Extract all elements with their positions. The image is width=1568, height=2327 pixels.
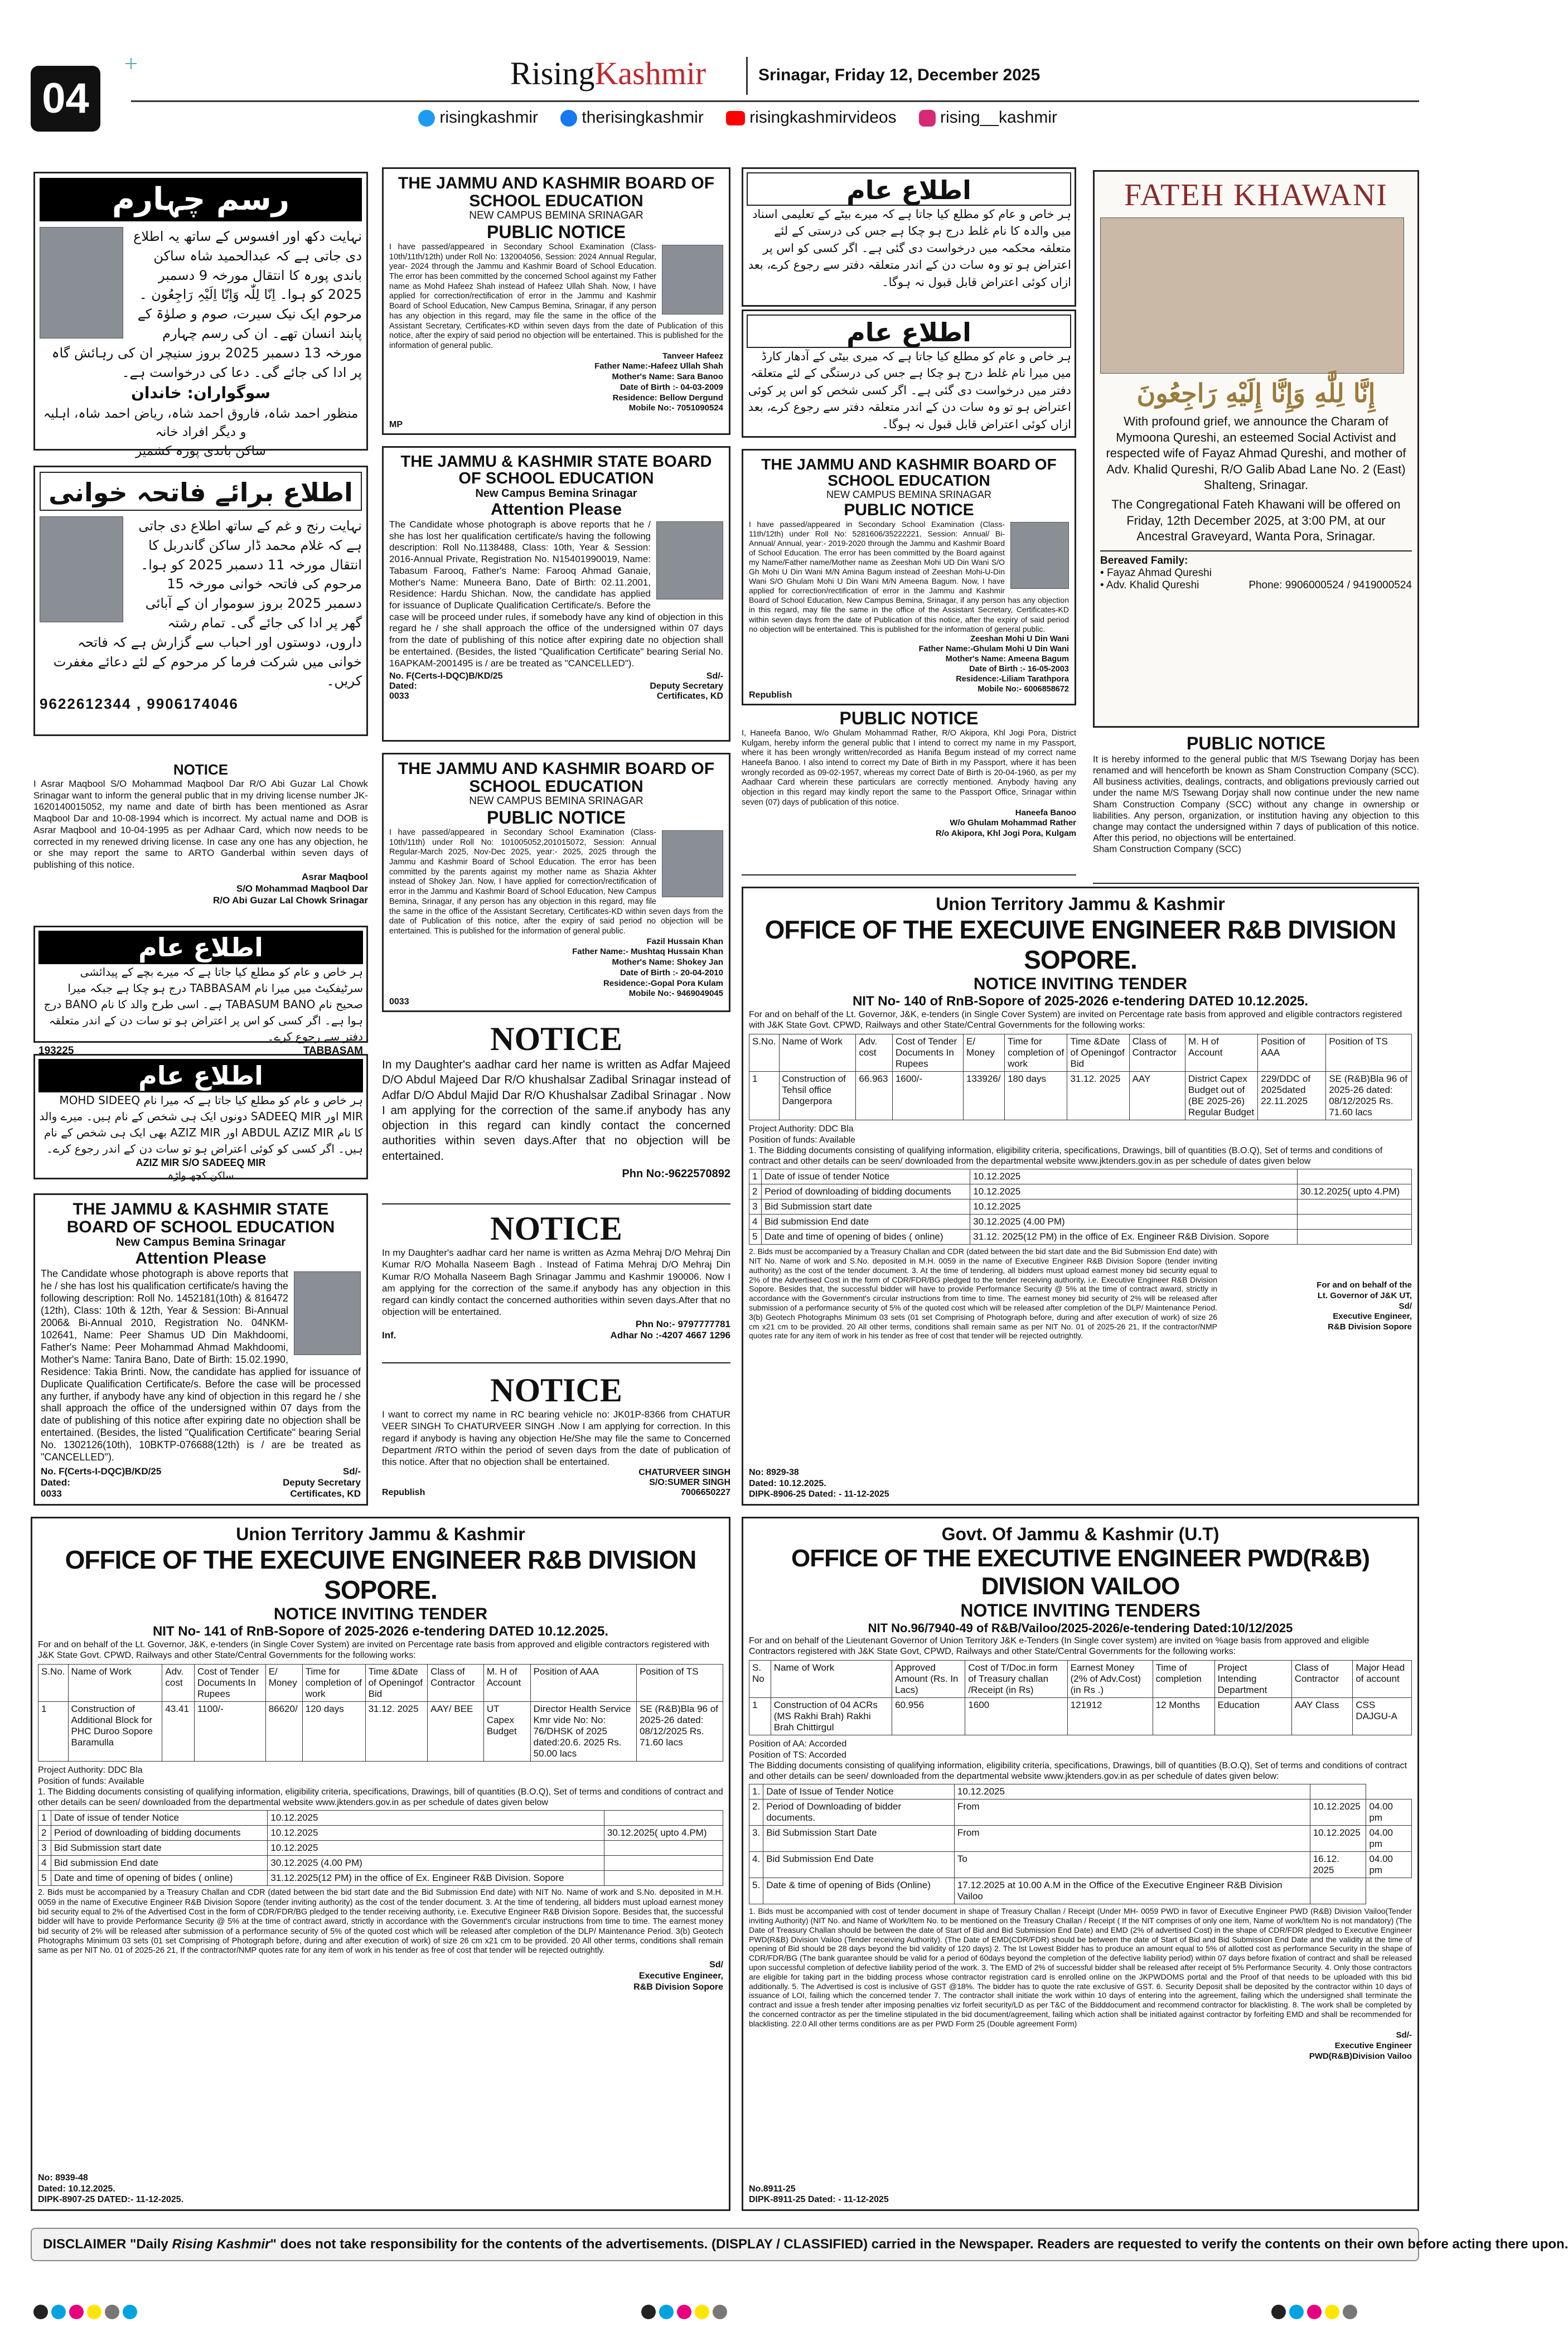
ad-footer: ساکن باندی پورہ کشمیر <box>135 443 266 458</box>
schedule-table <box>749 1169 1412 1245</box>
notice-signature: Asrar Maqbool S/O Mohammad Maqbool Dar R/O Abi Guzar Lal Chowk Srinagar <box>212 871 368 906</box>
table-header-cell: Time &Date of Openingof Bid <box>1067 1034 1129 1072</box>
dateline: Srinagar, Friday 12, December 2025 <box>758 66 1041 84</box>
table-header-cell: Cost of Tender Documents In Rupees <box>194 1665 265 1702</box>
color-registration-marks-center <box>641 2305 727 2319</box>
table-cell: Date of Issue of Tender Notice <box>763 1784 955 1799</box>
scc-public-notice <box>1093 733 1419 884</box>
table-cell: Education <box>1214 1698 1291 1735</box>
notice-signature: Zeeshan Mohi U Din Wani Father Name:-Ghulam Mohi U Din Wani Mother's Name: Ameena Bagum Date of Birth :- 16-05-2003 Residence:-Liliam Tarathpora Mobile No:- 6006858672 <box>918 634 1069 694</box>
social-facebook[interactable]: therisingkashmir <box>560 108 704 127</box>
table-header-cell: Name of Work <box>779 1034 856 1072</box>
table-cell: 3 <box>749 1199 762 1215</box>
table-cell: 10.12.2025 <box>268 1826 604 1841</box>
table-cell: 10.12.2025 <box>268 1841 604 1856</box>
table-cell: District Capex Budget out of (BE 2025-26) Regular Budget <box>1185 1072 1258 1120</box>
table-cell: 5 <box>749 1230 762 1245</box>
table-header-cell: S. No <box>749 1661 771 1698</box>
notice-body: In my Daughter's aadhar card her name is written as Azma Mehraj D/O Mehraj Din Kumar R/O Mohalla Naseem Bagh . Instead of Fatima Mehraj D/O Mehraj Din Kumar R/O Mohalla Naseem Bagh Srinagar Jammu and Kashmir 190006. Now I am applying for the correction of the same.if anybody has any objection in this regard can kindly contact the concerned authorities within seven days.After that no objection will be entertained. <box>382 1247 730 1318</box>
ad-footer: ساکن کچھ واڑہ <box>167 1170 234 1182</box>
attention-please-notice-1: THE JAMMU & KASHMIR STATE BOARD OF SCHOOL EDUCATION New Campus Bemina Srinagar Attention Please The Candidate whose photograph is above reports that he / she has lost his qualification certificate/s having the following description: Roll No. 1452181(10th) & 816472 (12th), Class: 10th & 12th, Year & Session: Bi-Annual 2006& Bi-Annual 2010, Registration No. 04NKM-102641, Name: Peer Shamus UD Din Makhdoomi, Father's Name: Peer Mohammad Ahmad Makhdoomi, Mother's Name: Tanira Bano, Date of Birth: 15.02.1990, Residence: Takia Brinti. Now, the candidate has applied for issuance of Duplicate Qualification Certificate/s. Before the case will be processed any further, if anybody have any kind of objection in this regard he / she shall approach the office of the undersigned within 07 days from the date of publishing of this notice after expiring date no objection shall be entertained. (Besides, the listed "Qualification Certificate" bearing Serial No. 1302126(10th), 10BKTP-076688(12th) is / are be treated as "CANCELLED"). No. F(Certs-I-DQC)B/KD/25 Dated: 0033 Sd/- Deputy Secretary Certificates, KD <box>33 1193 368 1506</box>
table-cell: 4 <box>749 1215 762 1230</box>
table-cell: 31.12. 2025 <box>365 1702 428 1762</box>
table-header-cell: Time &Date of Openingof Bid <box>365 1665 428 1702</box>
ad-code: 0033 <box>41 1488 62 1499</box>
table-cell: Date and time of opening of bides ( online) <box>762 1230 970 1245</box>
table-row <box>749 1169 1412 1184</box>
table-cell: 12 Months <box>1153 1698 1214 1735</box>
brand-rising: Rising <box>510 55 595 91</box>
tender-notice-vailoo: Govt. Of Jammu & Kashmir (U.T) OFFICE OF THE EXECUTIVE ENGINEER PWD(R&B) DIVISION VAILOO NOTICE INVITING TENDERS NIT No.96/7940-49 of R&B/Vailoo/2025-2026/e-tendering Dated:10/12/2025 For and on behalf of the Lieutenant Governor of Union Territory J&K e-Tenders (In Single cover system) are invited on %age basis from approved and eligible Contractors registered with J&K State Govt, CPWD, Railways and other State/Central Governments for the following works: S. No Name of Work Approved Amount (Rs. In Lacs) Cost of T/Doc.in form of Treasury challan /Receipt (in Rs) Earnest Money (2% of Adv.Cost) (in Rs .) Time of completion Project Intending Department Class of Contractor Major Head of account 1 Construction of 04 ACRs (MS Rakhi Brah) Rakhi Brah Chittirgul 60.956 1600 121912 12 Months Education AAY Class CSS DAJGU-A Position of AA: Accorded Position of TS: Accorded The Bidding documents consisting of qualifying information, eligibility criteria, specifications, Drawings, bill of quantities (B.O.Q), Set of terms and conditions of contract and other details can be seen/ downloaded from the departmental website www.jktenders.gov.in as per schedule of dates given below: 1. Date of Issue of Tender Notice 10.12.2025 2. Period of Downloading of bidder documents. From 10.12.2025 04.00 pm 3. Bid Submission Start Date From 10.12.2025 04.00 pm 4. Bid Submission End Date To 16.12. 2025 04.00 pm 5. Date & time of opening of Bids (Online) 17.12.2025 at 10.00 A.M in the Office of the Executive Engineer R&B Division Vailoo 1. Bids must be accompanied with cost of tender document in shape of Treasury Challan / Receipt (Under MH- 0059 PWD in favor of Executive Engineer PWD (R&B) Division Vailoo(Tender inviting Authority) (NIT No. and Name of Work/Item No. to be mentioned on the Treasury Challan / Receipt ( If the NIT comprises of only one item, Name of work/Item No is not mandatory) (The Date of Treasury Challan should be between the date of Start of Bid and Bid Submission End Date) and EMD (2% of advertised Cost) in the shape of CDR/FDR pledged to Executive Engineer PWD(R&B) Division Vailoo (Tender receiving Authority). (The Date of EMD(CDR/FDR) should be between the date of Start of Bid and Bid Submission End Date and the validity at the time of opening of Bid should be 28 days beyond the bid validity of 120 days) 2. The lst Lowest Bidder has to produce an amount equal to 5% of allotted cost as performance Security in the shape of CDR/FDR/BG (The bank guarantee should be valid for a period of 60days beyond the completion of the defective liability period) within 07 days before fixation of contract and shall be released upon successful completion of defective liability period of the work. 3. The EMD of 2% of successful bidder shall be released after receipt of 5% Performance Security. 4. Only those contractors are eligible for taking part in the bidding process whose contractor registration card is enrolled online on the JKPWDOMS portal and the Proof of that needs to be uploaded with this bid additionally. 5. The Advertised is cost is inclusive of GST @18%. The bidder has to quote the rate exclusive of GST. 6. Security Deposit shall be deposited by the contractor within 10 days of issuance of LOI, failing which the concerned tender 7. The contractor shall initiate the work within 10 days of entering into the agreement, failing which the undersigned shall terminate the contract and issue a fresh tender after imposing penalties viz forfeit security/LD as per T&C of the Bidddocument and recommend contractor for blacklisting. 8. The work shall be completed by the concerned contractor as per the timeline stipulated in the bid document/agreement, failing which action shall be initiated against contractor by forfeiting EMD and shall be recommended for blacklisting. 22.0 All other terms conditions are as per PWD Form 25 (Double agreement Form) Sd/- Executive Engineer PWD(R&B)Division Vailoo No.8911-25 DIPK-8911-25 Dated: - 11-12-2025 <box>742 1517 1419 2211</box>
notice-body: It is hereby informed to the general public that M/S Tsewang Dorjay has been renamed and will henceforth be known as Sham Construction Company (SCC). All business activities, dealings, contracts, and obligations previously carried out under the name M/S Tsewang Dorjay shall now continue under the new name Sham Construction Company (SCC) without any change in ownership or liabilities. Any person, organization, or institution having any objection to this change may contact the undersigned within 7 days of publication of this notice. After this period, no objections will be entertained. <box>1093 754 1419 843</box>
notice-title: NOTICE <box>490 1372 622 1409</box>
notice-signature: Haneefa Banoo W/o Ghulam Mohammad Rather R/o Akipora, Khl Jogi Pora, Kulgam <box>936 807 1076 838</box>
table-cell: 43.41 <box>162 1702 195 1762</box>
board-name: THE JAMMU AND KASHMIR BOARD OF SCHOOL EDUCATION <box>398 759 715 796</box>
notice-signature: Tanveer Hafeez Father Name:-Hafeez Ullah Shah Mother's Name: Sara Banoo Date of Birth :- 04-03-2009 Residence: Bellow Dergund Mobile No:- 7051090524 <box>594 351 723 413</box>
table-row <box>749 1826 1412 1852</box>
table-row <box>38 1856 723 1871</box>
portrait-photo <box>40 227 123 338</box>
crop-mark-icon <box>125 58 137 69</box>
ad-title: اطلاع عام <box>747 315 1071 348</box>
table-cell: 5 <box>38 1871 51 1886</box>
table-header-cell: Position of TS <box>637 1665 723 1702</box>
table-cell: 4 <box>38 1856 51 1871</box>
ad-title: FATEH KHAWANI <box>1124 178 1388 212</box>
table-cell: CSS DAJGU-A <box>1353 1698 1412 1735</box>
table-cell: 229/DDC of 2025dated 22.11.2025 <box>1258 1072 1326 1120</box>
header-rule <box>131 100 1419 102</box>
table-cell <box>1310 1784 1366 1799</box>
table-cell: Director Health Service Kmr vide No: No: 76/DHSK of 2025 dated:20.6. 2025 Rs. 50.00 lacs <box>530 1702 636 1762</box>
table-cell: 1600/- <box>892 1072 963 1120</box>
jkbose-public-notice-1 <box>382 167 730 435</box>
table-cell: 10.12.2025 <box>1310 1826 1366 1852</box>
table-cell: Period of Downloading of bidder documents. <box>763 1799 955 1826</box>
ittila-aam-ad-3 <box>742 167 1076 307</box>
table-header-cell: S.No. <box>38 1665 69 1702</box>
table-cell: 04.00 pm <box>1366 1826 1412 1852</box>
office-title: OFFICE OF THE EXECUIVE ENGINEER R&B DIVISION SOPORE. <box>764 915 1396 974</box>
rasm-chaharam-ad <box>33 172 368 458</box>
table-cell: 1 <box>749 1169 762 1184</box>
table-cell: 10.12.2025 <box>970 1184 1297 1199</box>
table-cell: 2. <box>749 1799 763 1826</box>
table-cell: 86620/ <box>265 1702 302 1762</box>
ad-body: ہر خاص و عام کو مطلع کیا جاتا ہے کہ میرے بیٹے کے تعلیمی اسناد میں والدہ کا نام غلط درج ہو چکا ہے جس کی درستی کے لئے متعلقہ محکمہ میں درخواست دی گئی ہے۔ اگر کسی کو اس پر اعتراض ہو تو وہ سات دن کے اندر متعلقہ دفتر سے رجوع کرے، بعد ازاں کوئی اعتراض قابل قبول نہ ہوگا۔ <box>748 207 1071 289</box>
notice-title: NOTICE <box>490 1020 622 1057</box>
table-cell: 180 days <box>1005 1072 1067 1120</box>
dated: Dated: <box>41 1477 70 1488</box>
table-cell: 30.12.2025( upto 4.PM) <box>1297 1184 1411 1199</box>
table-cell: 60.956 <box>892 1698 965 1735</box>
table-header-cell: E/ Money <box>964 1034 1005 1072</box>
portrait-photo <box>1100 217 1404 374</box>
table-cell <box>604 1841 723 1856</box>
tender-intro: For and on behalf of the Lt. Governor, J&K, e-tenders (in Single Cover System) are invited on Percentage rate basis from approved and eligible contractors registered with J&K State Govt. CPWD, Railways and other State/Central Governments for the following works: <box>749 1010 1402 1031</box>
table-header-cell: Cost of Tender Documents In Rupees <box>892 1034 963 1072</box>
notice-body: I have passed/appeared in Secondary School Examination (Class-10th/11th/12th) under Roll No: 132004056, Session: 2024 Annual Regular, year- 2024 through the Jammu and Kashmir Board of School Education. The error has been committed by the concerned School against my Father name as Mohd Hafeez Shah instead of Hafeez Ullah Shah. Now, I have applied for correction/rectification of error in the Jammu and Kashmir Board of School Education, New Campus Bemina, Srinagar, if any person has any objection in this regard, may file the same in the office of the Assistant Secretary, Certificates-KD within seven days from the date of Publication of this notice, after the expiry of said period no objection will be entertained. This is published for the information of general public. <box>389 243 723 350</box>
table-cell: SE (R&B)Bla 96 of 2025-26 dated: 08/12/2025 Rs. 71.60 lacs <box>1326 1072 1412 1120</box>
table-row <box>749 1784 1412 1799</box>
board-campus: NEW CAMPUS BEMINA SRINAGAR <box>826 488 992 500</box>
nit-title: NOTICE INVITING TENDER <box>973 975 1188 993</box>
ad-body: نہایت رنج و غم کے ساتھ اطلاع دی جاتی ہے کہ غلام محمد ڈار ساکن گاندربل کا انتقال مورخہ 11 دسمبر 2025 کو ہوا۔ مرحوم کی فاتحہ خوانی مورخہ 15 دسمبر 2025 بروز سوموار ان کے آبائی گھر پر ادا کی جائے گی۔ تمام رشتہ داروں، دوستوں اور احباب سے گزارش ہے کہ فاتحہ خوانی میں شرکت فرما کر مرحوم کے لئے دعائے مغفرت کریں۔ <box>53 518 362 689</box>
nit-title: NOTICE INVITING TENDERS <box>960 1600 1201 1620</box>
office-title: OFFICE OF THE EXECUIVE ENGINEER R&B DIVISION SOPORE. <box>65 1545 696 1604</box>
table-header-cell: M. H of Account <box>483 1665 530 1702</box>
table-cell: UT Capex Budget <box>483 1702 530 1762</box>
table-cell: 16.12. 2025 <box>1310 1852 1366 1878</box>
instagram-icon <box>919 110 936 127</box>
page-number: 04 <box>31 66 100 132</box>
notice-body: The Candidate whose photograph is above reports that he / she has lost his qualification certificate/s having the following description: Roll No. 1452181(10th) & 816472 (12th), Class: 10th & 12th, Year & Session: Bi-Annual 2006& Bi-Annual 2010, Registration No. 04NKM-102641, Name: Peer Shamus UD Din Makhdoomi, Father's Name: Peer Mohammad Ahmad Makhdoomi, Mother's Name: Tanira Bano, Date of Birth: 15.02.1990, Residence: Takia Brinti. Now, the candidate has applied for issuance of Duplicate Qualification Certificate/s. Before the case will be processed any further, if anybody have any kind of objection in this regard he / she shall approach the office of the undersigned within 07 days from the date of publishing of this notice after expiring date no objection shall be entertained. (Besides, the listed "Qualification Certificate" bearing Serial No. 1302126(10th), 10BKTP-076688(12th) is / are be treated as "CANCELLED"). <box>41 1268 361 1463</box>
ad-title: اطلاع عام <box>38 1059 363 1092</box>
table-cell: SE (R&B)Bla 96 of 2025-26 dated: 08/12/2025 Rs. 71.60 lacs <box>637 1702 723 1762</box>
ad-title: اطلاع عام <box>38 931 363 964</box>
ad-body: With profound grief, we announce the Charam of Mymoona Qureshi, an esteemed Social Activist and respected wife of Fayaz Ahmad Qureshi, and mother of Adv. Khalid Qureshi, R/O Galib Abad Lane No. 2 (East) Shalteng, Srinagar. <box>1106 414 1406 492</box>
notice-body: I have passed/appeared in Secondary School Examination (Class-11th/12th) under Roll No: 5281606/35222221, Session: Annual/ Bi-Annual/ Annual, year:- 2019-2020 through the Jammu and Kashmir Board of School Education. The error has been committed by the Board against my Name/Father name/Mother name as Zeeshan Mohi UD Din Wani S/O Gh Mohi U Din Wani M/N Amina Bagum instead of Zeeshan Mohi-U-Din Wani S/O Ghulam Mohi U Din Wani M/N Ameena Bagum. Now, I have applied for correction/rectification of error in the Jammu and Kashmir Board of School Education, New Campus Bemina, Srinagar, if any person has any objection in this regard, may file the same in the office of the Assistant Secretary, Certificates-KD within seven days from the date of Publication of this notice, after the expiry of said period no objection will be entertained. This is published for the information of general public. <box>749 519 1069 633</box>
table-header-cell: M. H of Account <box>1185 1034 1258 1072</box>
table-cell <box>1310 1878 1366 1904</box>
chaturveer-notice: NOTICE I want to correct my name in RC bearing vehicle no: JK01P-8366 from CHATUR VEER SINGH To CHATURVEER SINGH .Now I am applying for correction. In this regard if anybody is having any objection He/She may file the same to Concerned Department /RTO within the period of seven days from the date of publication of this notice. After that no objection shall be entertained. Republish CHATURVEER SINGH S/O:SUMER SINGH 7006650227 <box>382 1372 730 1498</box>
family-names: منظور احمد شاہ، فاروق احمد شاہ، ریاض احمد شاہ، اہلیہ و دیگر افراد خانہ <box>43 406 359 440</box>
fateh-khawani-urdu-ad <box>33 466 368 736</box>
table-header-cell: Adv. cost <box>162 1665 195 1702</box>
table-cell: 30.12.2025 (4.00 PM) <box>970 1215 1297 1230</box>
ad-body: ہر خاص و عام کو مطلع کیا جاتا ہے کہ میری بیٹی کے آدھار کارڈ میں میرا نام غلط درج ہو چکا ہے جس کی درستگی کے لئے متعلقہ دفتر میں درخواست دی گئی ہے۔ اگر کسی شخص کو اس پر کوئی اعتراض ہو تو وہ سات دن کے اندر متعلقہ دفتر سے رجوع کرے، بعد ازاں کوئی اعتراض قابل قبول نہ ہوگا۔ <box>748 350 1071 431</box>
table-cell: 30.12.2025 (4.00 PM) <box>268 1856 604 1871</box>
table-row <box>749 1878 1412 1904</box>
social-bar <box>418 105 1188 130</box>
board-campus: NEW CAMPUS BEMINA SRINAGAR <box>469 210 643 221</box>
table-cell: 10.12.2025 <box>970 1199 1297 1215</box>
signature: TABBASAM <box>303 1045 363 1057</box>
ittila-aam-ad-4 <box>742 309 1076 438</box>
ad-title: رسم چہارم <box>40 178 362 221</box>
table-cell: 1100/- <box>194 1702 265 1762</box>
ad-code: 0033 <box>389 996 409 1007</box>
table-cell: 1 <box>749 1072 780 1120</box>
ad-body: ہر خاص و عام کو مطلع کیا جاتا ہے کہ میرا نام MOHD SIDEEQ MIR اور SADEEQ MIR دونوں ایک ہی شخص کے نام ہیں۔ میرے والد کا نام ABDUL AZIZ MIR اور AZIZ MIR بھی ایک ہی شخص کے نام ہیں۔ اگر کسی کو کوئی اعتراض ہو تو سات دن کے اندر رجوع کرے۔ <box>39 1094 363 1155</box>
notice-title: Attention Please <box>490 500 622 519</box>
ad-title: اطلاع برائے فاتحہ خوانی <box>40 472 362 511</box>
table-row <box>749 1852 1412 1878</box>
works-table <box>749 1034 1412 1120</box>
candidate-photo <box>662 245 723 315</box>
table-cell <box>604 1856 723 1871</box>
table-header-cell: Approved Amount (Rs. In Lacs) <box>892 1661 965 1698</box>
haneefa-public-notice <box>742 708 1076 875</box>
table-header-cell: Project Intending Department <box>1214 1661 1291 1698</box>
table-row <box>38 1871 723 1886</box>
board-campus: NEW CAMPUS BEMINA SRINAGAR <box>469 795 643 807</box>
notice-body: I, Haneefa Banoo, W/o Ghulam Mohammad Rather, R/O Akipora, Khl Jogi Pora, District Kulgam, hereby inform the general public that I intend to correct my name in my Passport, where it has been wrongly written/recorded as Hanifa Begum instead of my correct name Haneefa Banoo. I also intend to correct my Date of Birth in my Passport, where it has been wrongly recorded as 09-02-1957, whereas my correct Date of Birth is 20-04-1960, as per my Aadhaar Card wherein these particulars are correctly mentioned. Anybody having any objection in this regard may kindly report the same to the Passport Office, Srinagar within seven (07) days of publication of this notice. <box>742 729 1076 807</box>
table-cell: Bid Submission start date <box>51 1841 268 1856</box>
candidate-photo <box>294 1271 361 1355</box>
color-registration-marks <box>33 2305 137 2319</box>
board-name: THE JAMMU & KASHMIR STATE BOARD OF SCHOOL EDUCATION <box>66 1200 335 1236</box>
table-cell: Period of downloading of bidding documents <box>762 1184 970 1199</box>
adfar-notice <box>382 1020 730 1204</box>
table-cell: 1 <box>38 1702 69 1762</box>
youtube-icon <box>726 111 745 125</box>
table-header-cell: Major Head of account <box>1353 1661 1412 1698</box>
social-twitter[interactable]: risingkashmir <box>418 108 538 127</box>
table-header-cell: Class of Contractor <box>428 1665 484 1702</box>
table-header-cell: Cost of T/Doc.in form of Treasury challan /Receipt (in Rs) <box>965 1661 1067 1698</box>
jkbose-public-notice-2 <box>382 753 730 1012</box>
table-cell: 10.12.2025 <box>954 1784 1310 1799</box>
table-header-cell: S.No. <box>749 1034 780 1072</box>
works-table <box>38 1664 723 1762</box>
notice-title: PUBLIC NOTICE <box>1187 733 1325 753</box>
tender-intro: For and on behalf of the Lieutenant Governor of Union Territory J&K e-Tenders (In Single cover system) are invited on %age basis from approved and eligible Contractors registered with J&K State Govt, CPWD, Railways and other State/Central Governments for the following works: <box>749 1636 1369 1657</box>
table-cell <box>604 1871 723 1886</box>
signature: AZIZ MIR S/O SADEEQ MIR <box>135 1157 266 1168</box>
table-header-cell: E/ Money <box>265 1665 302 1702</box>
schedule-table <box>38 1810 723 1886</box>
table-cell: 1. <box>749 1784 763 1799</box>
notice-body: The Candidate whose photograph is above reports that he / she has lost her qualification certificate/s having the following description: Roll No.1138488, Class: 10th, Year & Session: 2016-Annual Private, Registration No. N15401990019, Name: Tabasum Farooq, Father's Name: Farooq Ahmad Ganaie, Mother's Name: Muneera Bano, Date of Birth: 02.11.2001, Residence: Hardu Shichan. Now, the candidate has applied for issuance of Duplicate Qualification Certificate/s. Before the case will be proceed under rules, if somebody have any kind of objection in this regard he / she shall approach the office of the undersigned within 07 days from the date of publishing of this notice after expiring date no objection shall be entertained. (Besides, the listed "Qualification Certificate" bearing Serial No. 16APKAM-2001495 is / are be treated as "CANCELLED"). <box>389 519 723 669</box>
ut-label: Union Territory Jammu & Kashmir <box>936 894 1225 914</box>
table-cell: 120 days <box>302 1702 365 1762</box>
table-cell: 133926/ <box>964 1072 1005 1120</box>
notice-title: Attention Please <box>135 1249 267 1267</box>
works-table <box>749 1660 1412 1735</box>
table-cell: To <box>954 1852 1310 1878</box>
phone-number: Phone: 9906000524 / 9419000524 <box>1248 579 1412 591</box>
table-cell: 2 <box>749 1184 762 1199</box>
header-divider <box>746 57 748 95</box>
table-cell: Date & time of opening of Bids (Online) <box>763 1878 955 1904</box>
azma-notice: NOTICE In my Daughter's aadhar card her name is written as Azma Mehraj D/O Mehraj Din Kumar R/O Mohalla Naseem Bagh . Instead of Fatima Mehraj D/O Mehraj Din Kumar R/O Mohalla Naseem Bagh Srinagar Jammu and Kashmir 190006. Now I am applying for the correction of the same.if anybody has any objection in this regard can kindly contact the concerned authorities within seven days.After that no objection will be entertained. Phn No:- 9797777781 Inf. Adhar No :-4207 4667 1296 <box>382 1210 730 1363</box>
table-cell: Construction of Additional Block for PHC Duroo Sopore Baramulla <box>68 1702 162 1762</box>
board-campus: New Campus Bemina Srinagar <box>475 487 637 500</box>
candidate-photo <box>656 521 723 599</box>
table-header-cell: Name of Work <box>771 1661 892 1698</box>
table-cell: Bid submission End date <box>51 1856 268 1871</box>
family-label: سوگواران: خاندان <box>131 384 270 403</box>
table-header-cell: Time of completion <box>1153 1661 1214 1698</box>
notice-title: PUBLIC NOTICE <box>844 500 974 519</box>
ad-code: MP <box>389 419 403 429</box>
notice-title: PUBLIC NOTICE <box>839 708 979 728</box>
masthead-logo <box>510 55 744 94</box>
table-cell: 1 <box>749 1698 771 1735</box>
table-cell: 5. <box>749 1878 763 1904</box>
phone-number: Phn No:-9622570892 <box>622 1168 730 1181</box>
table-header-cell: Name of Work <box>68 1665 162 1702</box>
table-row <box>749 1230 1412 1245</box>
nit-number: NIT No.96/7940-49 of R&B/Vailoo/2025-2026/e-tendering Dated:10/12/2025 <box>868 1621 1293 1635</box>
nit-title: NOTICE INVITING TENDER <box>273 1605 488 1623</box>
notice-title: NOTICE <box>490 1210 622 1247</box>
candidate-photo <box>662 830 723 897</box>
table-cell: 66.963 <box>856 1072 893 1120</box>
table-cell <box>604 1811 723 1826</box>
table-cell: 121912 <box>1067 1698 1153 1735</box>
notice-title: PUBLIC NOTICE <box>487 222 626 242</box>
table-header-cell: Adv. cost <box>856 1034 893 1072</box>
table-cell: From <box>954 1826 1310 1852</box>
nit-number: NIT No- 141 of RnB-Sopore of 2025-2026 e-tendering DATED 10.12.2025. <box>152 1624 609 1639</box>
schedule-table <box>749 1784 1412 1904</box>
table-row <box>38 1811 723 1826</box>
table-cell <box>1297 1169 1411 1184</box>
table-cell: From <box>954 1799 1310 1826</box>
table-cell: 31.12. 2025(12 PM) in the office of Ex. Engineer R&B Division. Sopore <box>970 1230 1297 1245</box>
table-header-cell: Class of Contractor <box>1291 1661 1353 1698</box>
table-header-cell: Time for completion of work <box>1005 1034 1067 1072</box>
office-title: OFFICE OF THE EXECUTIVE ENGINEER PWD(R&B) DIVISION VAILOO <box>791 1545 1370 1600</box>
table-cell: 10.12.2025 <box>1310 1799 1366 1826</box>
table-row <box>38 1841 723 1856</box>
tender-intro: For and on behalf of the Lt. Governor, J&K, e-tenders (in Single Cover System) are invited on Percentage rate basis from approved and eligible contractors registered with J&K State Govt. CPWD, Railways and other State/Central Governments for the following works: <box>38 1640 710 1661</box>
reference-no: No. F(Certs-I-DQC)B/KD/25 <box>41 1466 162 1477</box>
table-row <box>38 1826 723 1841</box>
portrait-photo <box>40 516 123 622</box>
table-cell: Date and time of opening of bides ( online) <box>51 1871 268 1886</box>
table-header-cell: Position of AAA <box>1258 1034 1326 1072</box>
table-row <box>749 1215 1412 1230</box>
disclaimer-label: DISCLAIMER <box>43 2237 127 2252</box>
table-cell: 1600 <box>965 1698 1067 1735</box>
ad-body: ہر خاص و عام کو مطلع کیا جاتا ہے کہ میرے بچے کے پیدائشی سرٹیفکیٹ میں میرا نام TABBASAM درج ہو چکا ہے جبکہ میرا صحیح نام TABASUM BANO ہے۔ اسی طرح والد کا نام BANO درج ہوا ہے۔ اگر کسی کو اس پر اعتراض ہو تو سات دن کے اندر متعلقہ دفتر سے رجوع کرے۔ <box>43 965 363 1043</box>
table-cell: Date of issue of tender Notice <box>51 1811 268 1826</box>
table-header-cell: Position of TS <box>1326 1034 1412 1072</box>
attention-please-notice-2: THE JAMMU & KASHMIR STATE BOARD OF SCHOOL EDUCATION New Campus Bemina Srinagar Attention Please The Candidate whose photograph is above reports that he / she has lost her qualification certificate/s having the following description: Roll No.1138488, Class: 10th, Year & Session: 2016-Annual Private, Registration No. N15401990019, Name: Tabasum Farooq, Father's Name: Farooq Ahmad Ganaie, Mother's Name: Muneera Bano, Date of Birth: 02.11.2001, Residence: Hardu Shichan. Now, the candidate has applied for issuance of Duplicate Qualification Certificate/s. Before the case will be proceed under rules, if somebody have any kind of objection in this regard he / she shall approach the office of the undersigned within 07 days from the date of publishing of this notice after expiring date no objection shall be entertained. (Besides, the listed "Qualification Certificate" bearing Serial No. 16APKAM-2001495 is / are be treated as "CANCELLED"). No. F(Certs-I-DQC)B/KD/25 Dated: 0033 Sd/- Deputy Secretary Certificates, KD <box>382 446 730 742</box>
table-cell: 17.12.2025 at 10.00 A.M in the Office of the Executive Engineer R&B Division Vailoo <box>954 1878 1310 1904</box>
brand-kashmir: Kashmir <box>594 55 706 91</box>
table-cell: Bid Submission Start Date <box>763 1826 955 1852</box>
table-cell: 2 <box>38 1826 51 1841</box>
table-cell: 04.00 pm <box>1366 1799 1412 1826</box>
signature: Sham Construction Company (SCC) <box>1093 844 1241 854</box>
fateh-khawani-ad <box>1093 170 1419 728</box>
phone-number: 193225 <box>38 1045 74 1057</box>
table-cell: 3. <box>749 1826 763 1852</box>
table-header-cell: Earnest Money (2% of Adv.Cost) (in Rs .) <box>1067 1661 1153 1698</box>
ittila-aam-ad-1 <box>33 926 368 1057</box>
board-name: THE JAMMU AND KASHMIR BOARD OF SCHOOL EDUCATION <box>761 456 1057 490</box>
table-cell: 30.12.2025( upto 4.PM) <box>604 1826 723 1841</box>
table-cell <box>1297 1215 1411 1230</box>
table-cell: Construction of 04 ACRs (MS Rakhi Brah) Rakhi Brah Chittirgul <box>771 1698 892 1735</box>
ad-code: Republish <box>749 690 792 700</box>
ut-label: Union Territory Jammu & Kashmir <box>236 1524 525 1544</box>
table-header-cell: Time for completion of work <box>302 1665 365 1702</box>
table-row <box>749 1799 1412 1826</box>
ittila-aam-ad-2 <box>33 1054 368 1182</box>
nit-number: NIT No- 140 of RnB-Sopore of 2025-2026 e-tendering DATED 10.12.2025. <box>852 994 1309 1009</box>
ad-body-2: The Congregational Fateh Khawani will be offered on Friday, 12th December 2025, at 3:00 PM, at our Ancestral Graveyard, Wanta Pora, Srinagar. <box>1111 497 1401 544</box>
social-instagram[interactable]: rising__kashmir <box>919 108 1057 127</box>
board-name: THE JAMMU & KASHMIR STATE BOARD OF SCHOOL EDUCATION <box>400 453 712 488</box>
ut-label: Govt. Of Jammu & Kashmir (U.T) <box>941 1524 1219 1544</box>
table-cell: Bid Submission End Date <box>763 1852 955 1878</box>
table-cell: 31.12. 2025 <box>1067 1072 1129 1120</box>
tender-notice-sopore-140: Union Territory Jammu & Kashmir OFFICE OF THE EXECUIVE ENGINEER R&B DIVISION SOPORE. NOTICE INVITING TENDER NIT No- 140 of RnB-Sopore of 2025-2026 e-tendering DATED 10.12.2025. For and on behalf of the Lt. Governor, J&K, e-tenders (in Single Cover System) are invited on Percentage rate basis from approved and eligible contractors registered with J&K State Govt. CPWD, Railways and other State/Central Governments for the following works: S.No. Name of Work Adv. cost Cost of Tender Documents In Rupees E/ Money Time for completion of work Time &Date of Openingof Bid Class of Contractor M. H of Account Position of AAA Position of TS 1 Construction of Tehsil office Dangerpora 66.963 1600/- 133926/ 180 days 31.12. 2025 AAY District Capex Budget out of (BE 2025-26) Regular Budget 229/DDC of 2025dated 22.11.2025 SE (R&B)Bla 96 of 2025-26 dated: 08/12/2025 Rs. 71.60 lacs Project Authority: DDC Bla Position of funds: Available 1. The Bidding documents consisting of qualifying information, eligibility criteria, specifications, Drawings, bill of quantities (B.O.Q), Set of terms and conditions of contract and other details can be seen/ downloaded from the departmental website www.jktenders.gov.in as per schedule of dates given below 1 Date of issue of tender Notice 10.12.2025 2 Period of downloading of bidding documents 10.12.2025 30.12.2025( upto 4.PM) 3 Bid Submission start date 10.12.2025 4 Bid submission End date 30.12.2025 (4.00 PM) 5 Date and time of opening of bides ( online) 31.12. 2025(12 PM) in the office of Ex. Engineer R&B Division. Sopore 2. Bids must be accompanied by a Treasury Challan and CDR (dated between the bid start date and the Bid Submission End date) with NIT No. Name of work and S.No. deposited in M.H. 0059 in the name of Executive Engineer R&B Division Sopore (tender inviting authority) as the cost of the tender document. 3. At the time of tendering, all bidders must upload earnest money bid security equal to 2% of the Advertised Cost in the form of CDR/FDR/BG pledged to the tender receiving authority, i.e. Executive Engineer R&B Division Sopore. Besides that, the successful bidder will have to provide Performance Security @ 5% at the time of contract award, strictly in accordance with the Government's circular instructions from time to time. The earnest money bid security of 2% will be released after submission of a performance security of 5% of the quoted cost which will be released after completion of the DLP/ Maintenance Period. 3(b) Geotech Photographs Minimum 03 sets (01 set Comprising of Photograph before, during and after execution of work) of size 26 cm x21 cm to be provided. 20 All other terms, conditions shall remain same as per NIT No. 01 of 2025-26 21, If the contractor/NMP quotes rate for any item of work in his tender as free of cost that tender will be rejected outrightly. For and on behalf of the Lt. Governor of J&K UT, Sd/ Executive Engineer, R&B Division Sopore No: 8929-38 Dated: 10.12.2025. DIPK-8906-25 Dated: - 11-12-2025 <box>742 887 1419 1506</box>
facebook-icon <box>560 110 577 127</box>
table-header-cell: Position of AAA <box>530 1665 636 1702</box>
table-cell: Date of issue of tender Notice <box>762 1169 970 1184</box>
candidate-photo <box>1010 522 1069 589</box>
table-cell: 1 <box>38 1811 51 1826</box>
table-header-cell: Class of Contractor <box>1129 1034 1185 1072</box>
table-cell: 3 <box>38 1841 51 1856</box>
table-cell: Bid Submission start date <box>762 1199 970 1215</box>
notice-body: In my Daughter's aadhar card her name is written as Adfar Majeed D/O Abdul Majeed Dar R/O khushalsar Zadibal Srinagar instead of Adfar D/O Abdul Majid Dar R/O Khushalsar Zadibal Srinagar . Now I am applying for the correction of the same.if anybody has any objection in this regard can kindly contact the concerned authorities within seven days.After that no objection will be entertained. <box>382 1058 730 1163</box>
table-cell: Construction of Tehsil office Dangerpora <box>779 1072 856 1120</box>
ad-title: اطلاع عام <box>747 172 1071 206</box>
twitter-icon <box>418 110 435 127</box>
notice-signature: Fazil Hussain Khan Father Name:- Mushtaq Hussain Khan Mother's Name: Shokey Jan Date of Birth :- 20-04-2010 Residence:-Gopal Pora Kulam Mobile No:- 9469049045 <box>572 936 723 999</box>
notice-body: I Asrar Maqbool S/O Mohammad Maqbool Dar R/O Abi Guzar Lal Chowk Srinagar want to inform the general public that in my driving license number JK-1620140015052, my name and date of birth has been mentioned as Asrar Maqbool Dar and 10-08-1994 which is incorrect. My actual name and DOB is Asrar Maqbool and 10-04-1995 as per Adhaar Card, which now needs to be corrected in my renewed driving license. In case any one has any objection, he or she may report the same to ARTO Ganderbal within seven days of publishing of this notice. <box>33 778 368 870</box>
tender-notice-sopore-141: Union Territory Jammu & Kashmir OFFICE OF THE EXECUIVE ENGINEER R&B DIVISION SOPORE. NOTICE INVITING TENDER NIT No- 141 of RnB-Sopore of 2025-2026 e-tendering DATED 10.12.2025. For and on behalf of the Lt. Governor, J&K, e-tenders (in Single Cover System) are invited on Percentage rate basis from approved and eligible contractors registered with J&K State Govt. CPWD, Railways and other State/Central Governments for the following works: S.No. Name of Work Adv. cost Cost of Tender Documents In Rupees E/ Money Time for completion of work Time &Date of Openingof Bid Class of Contractor M. H of Account Position of AAA Position of TS 1 Construction of Additional Block for PHC Duroo Sopore Baramulla 43.41 1100/- 86620/ 120 days 31.12. 2025 AAY/ BEE UT Capex Budget Director Health Service Kmr vide No: No: 76/DHSK of 2025 dated:20.6. 2025 Rs. 50.00 lacs SE (R&B)Bla 96 of 2025-26 dated: 08/12/2025 Rs. 71.60 lacs Project Authority: DDC Bla Position of funds: Available 1. The Bidding documents consisting of qualifying information, eligibility criteria, specifications, Drawings, bill of quantities (B.O.Q), Set of terms and conditions of contract and other details can be seen/ downloaded from the departmental website www.jktenders.gov.in as per schedule of dates given below 1 Date of issue of tender Notice 10.12.2025 2 Period of downloading of bidding documents 10.12.2025 30.12.2025( upto 4.PM) 3 Bid Submission start date 10.12.2025 4 Bid submission End date 30.12.2025 (4.00 PM) 5 Date and time of opening of bides ( online) 31.12.2025(12 PM) in the office of Ex. Engineer R&B Division. Sopore 2. Bids must be accompanied by a Treasury Challan and CDR (dated between the bid start date and the Bid Submission End date) with NIT No. Name of work and S.No. deposited in M.H. 0059 in the name of Executive Engineer R&B Division Sopore (tender inviting authority) as the cost of the tender document. 3. At the time of tendering, all bidders must upload earnest money bid security equal to 2% of the Advertised Cost in the form of CDR/FDR/BG pledged to the tender receiving authority, i.e. Executive Engineer R&B Division Sopore. Besides that, the successful bidder will have to provide Performance Security @ 5% at the time of contract award, strictly in accordance with the Government's circular instructions from time to time. The earnest money bid security of 2% will be released after submission of a performance security of 5% of the quoted cost which will be released after completion of the DLP/ Maintenance Period. 3(b) Geotech Photographs Minimum 03 sets (01 set Comprising of Photograph before, during and after execution of work) of size 26 cm x21 cm to be provided. 20 All other terms, conditions shall remain same as per NIT No. 01 of 2025-26 21, If the contractor/NMP quotes rate for any item of work in his tender as free of cost that tender will be rejected outrightly. Sd/ Executive Engineer, R&B Division Sopore No: 8939-48 Dated: 10.12.2025. DIPK-8907-25 DATED:- 11-12-2025. <box>31 1517 730 2211</box>
social-youtube[interactable]: risingkashmirvideos <box>726 108 897 127</box>
jkbose-public-notice-3 <box>742 449 1076 705</box>
table-row <box>749 1199 1412 1215</box>
table-cell: AAY <box>1129 1072 1185 1120</box>
table-cell <box>1297 1199 1411 1215</box>
table-cell: 31.12.2025(12 PM) in the office of Ex. Engineer R&B Division. Sopore <box>268 1871 604 1886</box>
notice-body: I want to correct my name in RC bearing vehicle no: JK01P-8366 from CHATUR VEER SINGH To CHATURVEER SINGH .Now I am applying for correction. In this regard if anybody is having any objection He/She may file the same to Concerned Department /RTO within the period of seven days from the date of publication of this notice. After that no objection shall be entertained. <box>382 1409 730 1467</box>
notice-body: I have passed/appeared in Secondary School Examination (Class-10th/11th) under Roll No: 101005052,201015072, Session: Annual Regular-March 2025, Nov-Dec 2025, year:- 2025, 2025 through the Jammu and Kashmir Board of School Education. The error has been committed by the parents against my mother name as Shazia Akhter instead of Shokey Jan. Now, I have applied for correction/rectification of error in the Jammu and Kashmir Board of School Education, New Campus Bemina, Srinagar, if any person has any objection in this regard, may file the same in the office of the Assistant Secretary, Certificates-KD within seven days from the date of Publication of this notice, after the expiry of said period no objection will be entertained. This is published for the information of general public. <box>389 828 723 936</box>
table-cell: 10.12.2025 <box>970 1169 1297 1184</box>
table-cell: 10.12.2025 <box>268 1811 604 1826</box>
asrar-notice <box>33 761 368 912</box>
board-campus: New Campus Bemina Srinagar <box>115 1236 286 1249</box>
notice-title: NOTICE <box>173 761 229 778</box>
table-cell <box>1297 1230 1411 1245</box>
table-cell: AAY/ BEE <box>428 1702 484 1762</box>
ad-body: نہایت دکھ اور افسوس کے ساتھ یہ اطلاع دی جاتی ہے کہ عبدالحمید شاہ ساکن باندی پورہ کا انتقال مورخہ 9 دسمبر 2025 کو ہوا۔ اِنّا لِلّٰہ وَاِنّا اِلَیْہِ رَاجِعُون ۔ مرحوم ایک نیک سیرت، صوم و صلوٰۃ کے پابند انسان تھے۔ ان کی رسم چہارم مورخہ 13 دسمبر 2025 بروز سنیچر ان کی رہائش گاہ پر ادا کی جائے گی۔ دعا کی درخواست ہے۔ <box>51 229 362 380</box>
notice-title: PUBLIC NOTICE <box>487 807 626 828</box>
table-cell: AAY Class <box>1291 1698 1353 1735</box>
bereaved-family: Bereaved Family: • Fayaz Ahmad Qureshi • Adv. Khalid Qureshi Phone: 9906000524 / 9419000524 <box>1100 550 1412 592</box>
contact-numbers: 9622612344 , 9906174046 <box>40 695 239 713</box>
color-registration-marks-right <box>1271 2305 1357 2319</box>
disclaimer-bar: DISCLAIMER "Daily Rising Kashmir" does not take responsibility for the contents of the advertisements. (DISPLAY / CLASSIFIED) carried in the Newspaper. Readers are requested to verify the contents on their own before acting there upon. <box>31 2228 1419 2261</box>
table-cell: Bid submission End date <box>762 1215 970 1230</box>
table-cell: Period of downloading of bidding documents <box>51 1826 268 1841</box>
table-cell: 4. <box>749 1852 763 1878</box>
arabic-verse: إِنَّا لِلَّٰهِ وَإِنَّا إِلَيْهِ رَاجِعُونَ <box>1136 378 1376 408</box>
table-row <box>749 1184 1412 1199</box>
table-cell: 04.00 pm <box>1366 1852 1412 1878</box>
board-name: THE JAMMU AND KASHMIR BOARD OF SCHOOL EDUCATION <box>398 174 715 210</box>
